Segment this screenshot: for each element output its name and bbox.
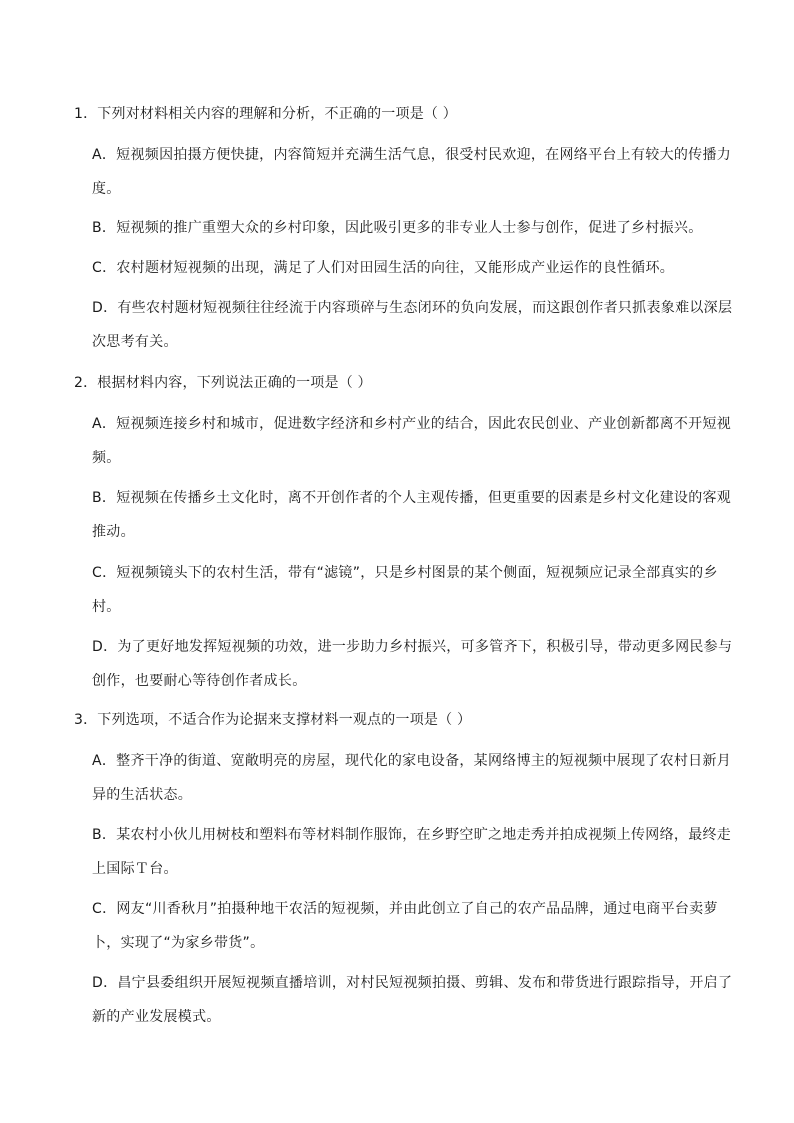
option-line: 次思考有关。 (92, 334, 178, 350)
option-line: 推动。 (92, 524, 135, 540)
option-line: D．昌宁县委组织开展短视频直播培训，对村民短视频拍摄、剪辑、发布和带货进行跟踪指导，开启了 (92, 975, 733, 991)
question-1-option-d (92, 298, 732, 352)
option-line: C．短视频镜头下的农村生活，带有“滤镜”，只是乡村图景的某个侧面，短视频应记录全部真实的乡 (92, 565, 718, 581)
option-line: 创作，也要耐心等待创作者成长。 (92, 673, 307, 689)
question-1-option-b (92, 218, 732, 238)
option-line: C．网友“川香秋月”拍摄种地干农活的短视频，并由此创立了自己的农产品品牌，通过电商平台卖萝 (92, 901, 718, 917)
option-line: A．短视频连接乡村和城市，促进数字经济和乡村产业的结合，因此农民创业、产业创新都离不开短视 (92, 416, 732, 432)
option-line: 频。 (92, 450, 121, 466)
option-line: 上国际Ｔ台。 (92, 861, 178, 877)
question-1-stem: 1．下列对材料相关内容的理解和分析，不正确的一项是（ ） (74, 106, 457, 122)
question-1-option-c (92, 258, 732, 278)
question-3-option-a (92, 751, 732, 805)
option-line: A．整齐干净的街道、宽敞明亮的房屋，现代化的家电设备，某网络博主的短视频中展现了农村日新月 (92, 753, 732, 769)
option-line: D．为了更好地发挥短视频的功效，进一步助力乡村振兴，可多管齐下，积极引导，带动更多网民参与 (92, 639, 733, 655)
option-line: C．农村题材短视频的出现，满足了人们对田园生活的向往，又能形成产业运作的良性循环。 (92, 260, 675, 276)
option-line: B．某农村小伙儿用树枝和塑料布等材料制作服饰，在乡野空旷之地走秀并拍成视频上传网络，最终走 (92, 827, 732, 843)
question-2-option-d (92, 637, 732, 691)
option-line: 新的产业发展模式。 (92, 1009, 221, 1025)
option-line: D．有些农村题材短视频往往经流于内容琐碎与生态闭环的负向发展，而这跟创作者只抓表象难以深层 (92, 300, 733, 316)
option-line: B．短视频在传播乡土文化时，离不开创作者的个人主观传播，但更重要的因素是乡村文化建设的客观 (92, 490, 732, 506)
question-2-option-b (92, 488, 732, 542)
question-3-option-c (92, 899, 732, 953)
option-line: B．短视频的推广重塑大众的乡村印象，因此吸引更多的非专业人士参与创作，促进了乡村振兴。 (92, 220, 703, 236)
question-2-option-c (92, 563, 732, 617)
option-line: 度。 (92, 181, 121, 197)
question-3-stem: 3．下列选项，不适合作为论据来支撑材料一观点的一项是（ ） (74, 712, 472, 728)
question-1-option-a (92, 145, 732, 199)
question-2-stem: 2．根据材料内容，下列说法正确的一项是（ ） (74, 375, 372, 391)
option-line: 异的生活状态。 (92, 787, 193, 803)
option-line: 村。 (92, 599, 121, 615)
question-3-option-b (92, 825, 732, 879)
option-line: A．短视频因拍摄方便快捷，内容简短并充满生活气息，很受村民欢迎，在网络平台上有较大的传播力 (92, 147, 732, 163)
question-3-option-d (92, 973, 732, 1027)
question-2-option-a (92, 414, 732, 468)
option-line: 卜，实现了“为家乡带货”。 (92, 935, 265, 951)
